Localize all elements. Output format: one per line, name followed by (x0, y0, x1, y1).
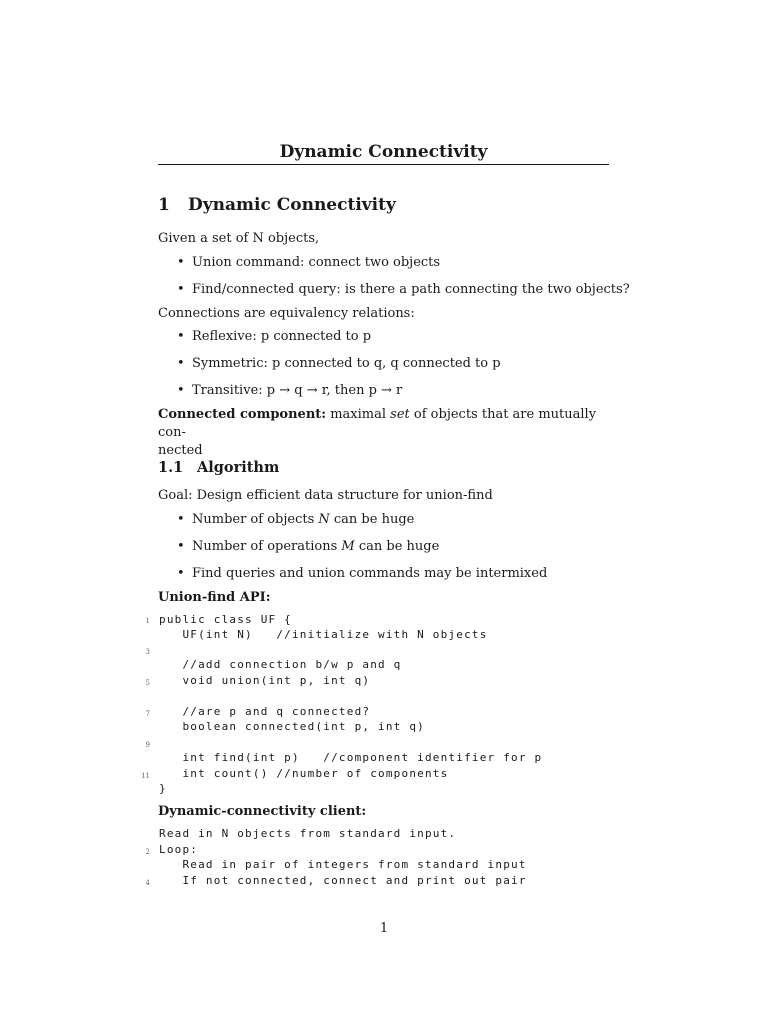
list-item (177, 565, 547, 583)
code-line: int find(int p) //component identifier for p (159, 751, 543, 764)
code-line: Read in pair of integers from standard input (159, 858, 527, 871)
definition-term: Connected component: (158, 407, 327, 422)
definition-text: of objects that are mutually con- (158, 407, 597, 440)
list-item-text: Transitive: p → q → r, then p → r (192, 383, 403, 398)
bullet-icon: • (177, 282, 185, 297)
bullet-icon: • (177, 356, 185, 371)
list-item (177, 382, 402, 400)
list-item (177, 281, 630, 299)
line-number: 11 (141, 772, 150, 780)
page-number: 1 (379, 921, 389, 936)
bullet-icon: • (177, 566, 185, 581)
math-variable: N (318, 512, 330, 527)
code-line: //add connection b/w p and q (159, 658, 402, 671)
line-number: 4 (145, 879, 150, 887)
list-item-text: can be huge (354, 539, 440, 554)
code-line: UF(int N) //initialize with N objects (159, 628, 488, 641)
list-item-text: Symmetric: p connected to q, q connected to p (192, 356, 501, 371)
list-item-text: Find queries and union commands may be intermixed (192, 566, 548, 581)
subsection-heading (158, 459, 279, 476)
definition-text: maximal (326, 407, 391, 422)
list-item (177, 511, 414, 529)
list-item (177, 538, 439, 556)
intro-paragraph: Given a set of N objects, (158, 231, 320, 246)
client-heading: Dynamic-connectivity client: (158, 804, 367, 819)
list-item-text: Reflexive: p connected to p (192, 329, 372, 344)
list-item-text: Number of operations (192, 539, 342, 554)
definition-text-line2: nected (158, 443, 203, 458)
line-number: 9 (145, 741, 150, 749)
code-line: public class UF { (159, 613, 292, 626)
line-number: 7 (145, 710, 150, 718)
section-heading (158, 195, 396, 215)
title-rule (158, 164, 609, 165)
code-line: Loop: (159, 843, 199, 856)
code-line: void union(int p, int q) (159, 674, 371, 687)
equivalence-paragraph: Connections are equivalency relations: (158, 306, 415, 321)
line-number: 1 (145, 617, 150, 625)
bullet-icon: • (177, 329, 185, 344)
code-line: boolean connected(int p, int q) (159, 720, 425, 733)
list-item (177, 328, 371, 346)
definition-paragraph (158, 406, 609, 460)
list-item-text: Find/connected query: is there a path connecting the two objects? (192, 282, 630, 297)
code-line: int count() //number of components (159, 767, 449, 780)
subsection-number: 1.1 (158, 459, 184, 476)
line-number: 2 (145, 848, 150, 856)
code-line: //are p and q connected? (159, 705, 371, 718)
api-heading: Union-find API: (158, 590, 271, 605)
definition-emphasis: set (390, 407, 410, 422)
list-item (177, 254, 440, 272)
section-title: Dynamic Connectivity (188, 195, 396, 215)
math-variable: M (341, 539, 355, 554)
code-line: Read in N objects from standard input. (159, 827, 457, 840)
bullet-icon: • (177, 255, 185, 270)
bullet-icon: • (177, 539, 185, 554)
list-item-text: Number of objects (192, 512, 319, 527)
section-number: 1 (158, 195, 170, 215)
line-number: 3 (145, 648, 150, 656)
list-item-text: Union command: connect two objects (192, 255, 441, 270)
code-line: } (159, 782, 167, 795)
list-item-text: can be huge (329, 512, 415, 527)
document-title: Dynamic Connectivity (279, 142, 488, 162)
subsection-title: Algorithm (197, 459, 280, 476)
goal-paragraph: Goal: Design efficient data structure for union-find (158, 488, 493, 503)
line-number: 5 (145, 679, 150, 687)
bullet-icon: • (177, 383, 185, 398)
list-item (177, 355, 501, 373)
code-line: If not connected, connect and print out pair (159, 874, 527, 887)
bullet-icon: • (177, 512, 185, 527)
